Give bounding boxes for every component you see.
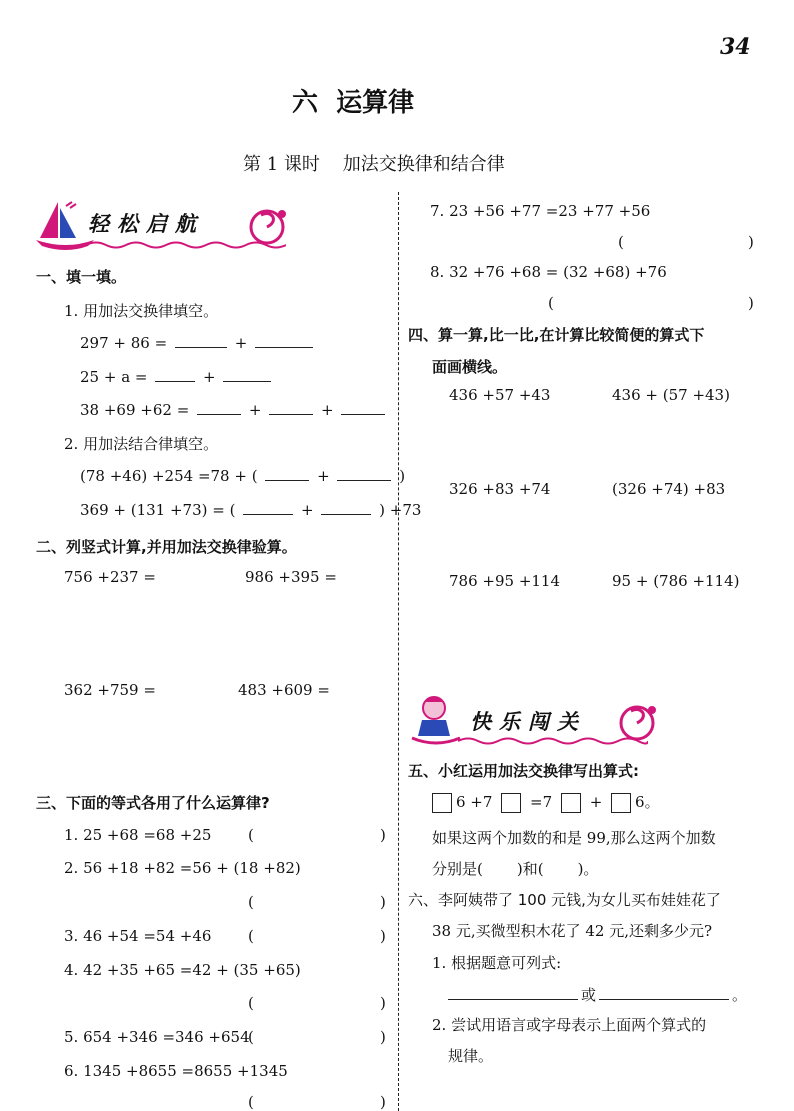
answer-paren-open: ( <box>248 893 254 911</box>
answer-paren-open: ( <box>248 826 254 844</box>
answer-paren-open: ( <box>618 233 624 251</box>
compare-expr: 786 +95 +114 <box>449 572 561 590</box>
sec6-q2-line1: 2. 尝试用语言或字母表示上面两个算式的 <box>432 1016 707 1034</box>
law-item-6: 6. 1345 +8655 =8655 +1345 <box>64 1062 288 1080</box>
swirl-ornament-icon <box>614 700 660 746</box>
answer-blank[interactable] <box>243 502 293 515</box>
period: 。 <box>732 986 748 1004</box>
section-3-title: 三、下面的等式各用了什么运算律? <box>36 794 270 812</box>
q2b-row <box>80 501 421 519</box>
answer-paren-close: ) <box>380 826 386 844</box>
q1a-row <box>80 334 316 352</box>
page-number: 34 <box>720 34 751 60</box>
plus-sign: + <box>248 401 262 419</box>
law-item-4: 4. 42 +35 +65 =42 + (35 +65) <box>64 961 301 979</box>
law-item-1: 1. 25 +68 =68 +25 <box>64 826 212 844</box>
banner-left <box>36 198 296 254</box>
answer-blank[interactable] <box>155 369 195 382</box>
answer-paren-close: ) <box>380 893 386 911</box>
eq-part: 6。 <box>635 793 660 811</box>
answer-blank[interactable] <box>448 987 578 1000</box>
chapter-title: 六 运算律 <box>292 88 415 118</box>
q2a-row <box>80 467 405 485</box>
answer-paren-open: ( <box>248 927 254 945</box>
q2a-text: (78 +46) +254 =78 + ( <box>80 467 258 485</box>
q2-label: 2. 用加法结合律填空。 <box>64 435 219 453</box>
lesson-title: 第 1 课时 加法交换律和结合律 <box>243 154 505 175</box>
answer-blank[interactable] <box>265 468 309 481</box>
q1c-text: 38 +69 +62 = <box>80 401 190 419</box>
answer-paren-close: ) <box>748 294 754 312</box>
digit-box[interactable] <box>561 793 581 813</box>
eq-part: 6 +7 <box>456 793 493 811</box>
compare-expr: 436 +57 +43 <box>449 386 551 404</box>
paren-close: ) <box>399 467 406 485</box>
plus-sign: + <box>234 334 248 352</box>
banner-right <box>408 692 668 748</box>
sec5-line3 <box>432 858 598 879</box>
sec5-line2: 如果这两个加数的和是 99,那么这两个加数 <box>432 829 716 847</box>
paren-close-suffix: ) +73 <box>379 501 422 519</box>
plus-sign: + <box>320 401 334 419</box>
answer-blank[interactable] <box>321 502 371 515</box>
child-cartoon-icon <box>408 692 464 748</box>
sec5-equation <box>432 791 660 813</box>
law-item-2: 2. 56 +18 +82 =56 + (18 +82) <box>64 859 301 877</box>
sec6-q1-answer <box>448 984 747 1005</box>
section-1-title: 一、填一填。 <box>36 268 127 286</box>
section-5-title: 五、小红运用加法交换律写出算式: <box>408 762 640 780</box>
compare-expr: (326 +74) +83 <box>612 480 726 498</box>
answer-blank[interactable] <box>255 335 313 348</box>
answer-paren-close: ) <box>380 927 386 945</box>
compare-expr: 436 + (57 +43) <box>612 386 730 404</box>
law-item-3: 3. 46 +54 =54 +46 <box>64 927 212 945</box>
digit-box[interactable] <box>611 793 631 813</box>
eq-part: + <box>589 793 603 811</box>
compare-expr: 95 + (786 +114) <box>612 572 740 590</box>
q1a-text: 297 + 86 = <box>80 334 168 352</box>
answer-blank[interactable] <box>337 468 391 481</box>
answer-paren-close: ) <box>380 1028 386 1046</box>
section-6-title-line2: 38 元,买微型积木花了 42 元,还剩多少元? <box>432 922 713 940</box>
swirl-ornament-icon <box>244 204 290 250</box>
calc-item: 483 +609 = <box>238 681 330 699</box>
q1b-text: 25 + a = <box>80 368 148 386</box>
or-text: 或 <box>581 986 597 1004</box>
q2b-text: 369 + (131 +73) = ( <box>80 501 236 519</box>
eq-part: =7 <box>530 793 553 811</box>
answer-paren-open: ( <box>548 294 554 312</box>
answer-blank[interactable] <box>175 335 227 348</box>
calc-item: 362 +759 = <box>64 681 156 699</box>
answer-paren-open: ( <box>248 994 254 1012</box>
column-divider <box>398 192 399 1111</box>
plus-sign: + <box>317 467 330 485</box>
calc-item: 986 +395 = <box>245 568 337 586</box>
law-item-5: 5. 654 +346 =346 +654 <box>64 1028 250 1046</box>
q1-label: 1. 用加法交换律填空。 <box>64 302 219 320</box>
sec5-line3-c: )。 <box>577 860 599 878</box>
law-item-7: 7. 23 +56 +77 =23 +77 +56 <box>430 202 651 220</box>
q1b-row <box>80 368 274 386</box>
sec6-q1: 1. 根据题意可列式: <box>432 954 562 972</box>
answer-paren-open: ( <box>248 1093 254 1111</box>
sec5-line3-b: )和( <box>516 860 544 878</box>
answer-blank[interactable] <box>341 402 385 415</box>
plus-sign: + <box>203 368 216 386</box>
section-6-title-line1: 六、李阿姨带了 100 元钱,为女儿买布娃娃花了 <box>408 891 721 909</box>
section-4-title-line1: 四、算一算,比一比,在计算比较简便的算式下 <box>408 326 705 344</box>
section-2-title: 二、列竖式计算,并用加法交换律验算。 <box>36 538 297 556</box>
section-4-title-line2: 面画横线。 <box>432 358 508 376</box>
answer-paren-close: ) <box>748 233 754 251</box>
calc-item: 756 +237 = <box>64 568 156 586</box>
q1c-row <box>80 401 388 419</box>
answer-paren-close: ) <box>380 1093 386 1111</box>
compare-expr: 326 +83 +74 <box>449 480 551 498</box>
answer-paren-close: ) <box>380 994 386 1012</box>
answer-blank[interactable] <box>599 987 729 1000</box>
banner-right-title: 快乐闯关 <box>470 710 586 734</box>
answer-blank[interactable] <box>269 402 313 415</box>
plus-sign: + <box>301 501 314 519</box>
answer-blank[interactable] <box>197 402 241 415</box>
law-item-8: 8. 32 +76 +68 = (32 +68) +76 <box>430 263 667 281</box>
digit-box[interactable] <box>501 793 521 813</box>
banner-left-title: 轻松启航 <box>88 212 204 236</box>
answer-paren-open: ( <box>248 1028 254 1046</box>
digit-box[interactable] <box>432 793 452 813</box>
sec5-line3-a: 分别是( <box>432 860 483 878</box>
answer-blank[interactable] <box>223 369 271 382</box>
sec6-q2-line2: 规律。 <box>448 1047 494 1065</box>
